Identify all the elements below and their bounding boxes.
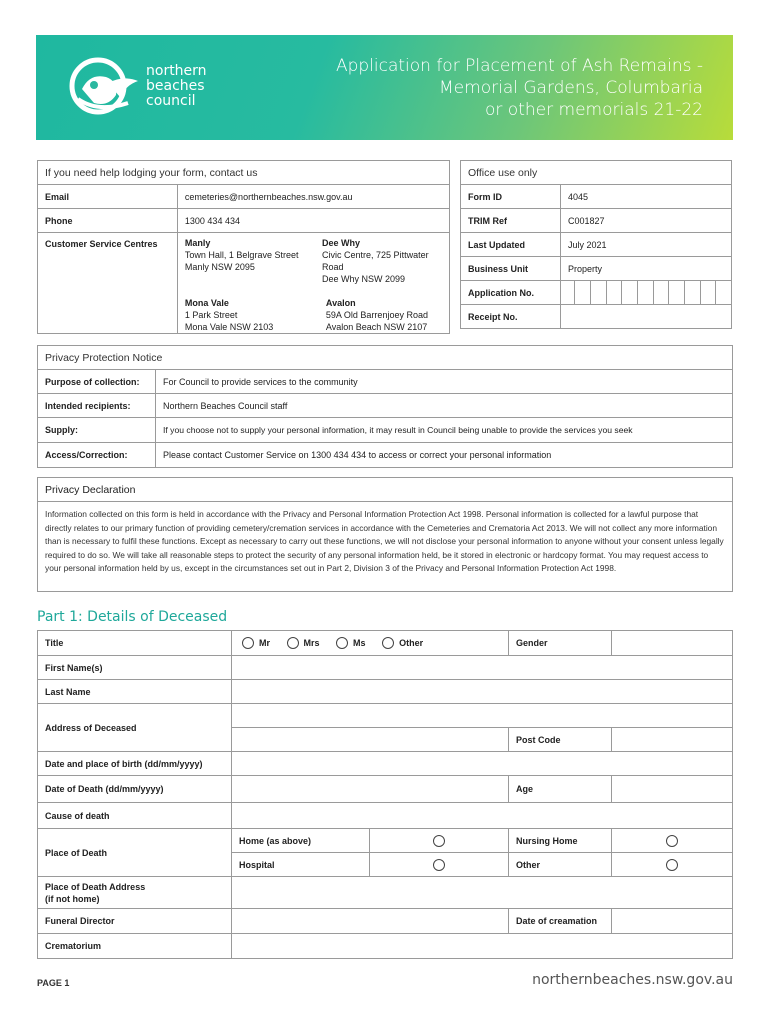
part1-title: Part 1: Details of Deceased xyxy=(37,609,228,625)
funeral-director-field[interactable] xyxy=(232,909,509,934)
access-value: Please contact Customer Service on 1300 434 434 to access or correct your personal information xyxy=(156,443,733,468)
last-name-label: Last Name xyxy=(38,680,232,704)
phone-label: Phone xyxy=(38,209,178,233)
crematorium-label: Crematorium xyxy=(38,934,232,959)
cause-field[interactable] xyxy=(232,803,733,829)
application-no-boxes[interactable] xyxy=(561,281,732,305)
form-id-label: Form ID xyxy=(461,185,561,209)
privacy-notice-table xyxy=(37,345,733,468)
age-field[interactable] xyxy=(612,776,733,803)
gender-label: Gender xyxy=(509,631,612,656)
address-label: Address of Deceased xyxy=(38,704,232,752)
centre-dee-why: Dee Why Civic Centre, 725 Pittwater Road Dee Why NSW 2099 xyxy=(322,238,429,284)
address-field-line1[interactable] xyxy=(232,704,733,728)
dob-label: Date and place of birth (dd/mm/yyyy) xyxy=(38,752,232,776)
place-other-radio[interactable] xyxy=(612,853,733,877)
email-label: Email xyxy=(38,185,178,209)
header-banner xyxy=(36,35,733,140)
postcode-field[interactable] xyxy=(612,728,733,752)
title-option-mrs[interactable]: Mrs xyxy=(287,637,320,649)
place-hospital-label: Hospital xyxy=(232,853,370,877)
title-option-mr[interactable]: Mr xyxy=(242,637,270,649)
postcode-label: Post Code xyxy=(509,728,612,752)
trim-ref-label: TRIM Ref xyxy=(461,209,561,233)
place-hospital-radio[interactable] xyxy=(370,853,509,877)
trim-ref-value: C001827 xyxy=(561,209,732,233)
cremation-date-field[interactable] xyxy=(612,909,733,934)
dod-label: Date of Death (dd/mm/yyyy) xyxy=(38,776,232,803)
declaration-text: Information collected on this form is held in accordance with the Privacy and Personal Information Protection Act 1998. Personal information is collected for a lawful purpose that directly relates to our primary function of providing cemetery/cremation services in accordance with the Cemeteries and Crematoria Act 2013. We will not collect any more information than is necessary to fulfil these functions. Except as necessary to carry out these functions, we will not disclose your personal information to anyone without your consent unless legally required to do so. We will take all reasonable steps to protect the security of any personal information held, be it stored in electronic or hardcopy format. You may request access to your personal information held by us, except in the circumstances set out in Part 2, Division 3 of the Privacy and Personal Information Protection Act 1998. xyxy=(45,509,724,574)
deceased-details-table xyxy=(37,630,733,959)
centre-avalon: Avalon 59A Old Barrenjoey Road Avalon Beach NSW 2107 xyxy=(325,298,428,332)
council-logo-icon xyxy=(68,55,140,117)
phone-value: 1300 434 434 xyxy=(177,209,449,233)
last-name-field[interactable] xyxy=(232,680,733,704)
age-label: Age xyxy=(509,776,612,803)
office-heading: Office use only xyxy=(461,161,732,185)
place-address-field[interactable] xyxy=(232,877,733,909)
place-nursing-label: Nursing Home xyxy=(509,829,612,853)
office-use-table xyxy=(460,160,732,329)
place-address-label: Place of Death Address (if not home) xyxy=(38,877,232,909)
first-names-field[interactable] xyxy=(232,656,733,680)
page-number: PAGE 1 xyxy=(37,978,70,988)
title-option-other[interactable]: Other xyxy=(382,637,423,649)
logo-wordmark: northern beaches council xyxy=(146,63,207,109)
supply-value: If you choose not to supply your personal information, it may result in Council being unable to provide the services you seek xyxy=(156,418,733,443)
centres-label: Customer Service Centres xyxy=(38,233,178,334)
last-updated-value: July 2021 xyxy=(561,233,732,257)
cremation-date-label: Date of creamation xyxy=(509,909,612,934)
application-no-label: Application No. xyxy=(461,281,561,305)
supply-label: Supply: xyxy=(38,418,156,443)
access-label: Access/Correction: xyxy=(38,443,156,468)
privacy-declaration xyxy=(37,477,733,592)
gender-field[interactable] xyxy=(612,631,733,656)
cause-label: Cause of death xyxy=(38,803,232,829)
business-unit-label: Business Unit xyxy=(461,257,561,281)
place-other-label: Other xyxy=(509,853,612,877)
last-updated-label: Last Updated xyxy=(461,233,561,257)
dob-field[interactable] xyxy=(232,752,733,776)
place-of-death-label: Place of Death xyxy=(38,829,232,877)
title-label: Title xyxy=(38,631,232,656)
title-option-ms[interactable]: Ms xyxy=(336,637,366,649)
footer-url[interactable]: northernbeaches.nsw.gov.au xyxy=(532,972,733,988)
contact-table xyxy=(37,160,450,334)
contact-heading: If you need help lodging your form, contact us xyxy=(38,161,450,185)
receipt-no-field[interactable] xyxy=(561,305,732,329)
centre-mona-vale: Mona Vale 1 Park Street Mona Vale NSW 2103 xyxy=(184,298,274,332)
receipt-no-label: Receipt No. xyxy=(461,305,561,329)
business-unit-value: Property xyxy=(561,257,732,281)
privacy-heading: Privacy Protection Notice xyxy=(38,346,733,370)
first-names-label: First Name(s) xyxy=(38,656,232,680)
purpose-value: For Council to provide services to the community xyxy=(156,370,733,394)
centre-manly: Manly Town Hall, 1 Belgrave Street Manly NSW 2095 xyxy=(184,238,299,272)
form-id-value: 4045 xyxy=(561,185,732,209)
recipients-value: Northern Beaches Council staff xyxy=(156,394,733,418)
place-home-radio[interactable] xyxy=(370,829,509,853)
purpose-label: Purpose of collection: xyxy=(38,370,156,394)
email-value[interactable]: cemeteries@northernbeaches.nsw.gov.au xyxy=(177,185,449,209)
funeral-director-label: Funeral Director xyxy=(38,909,232,934)
declaration-heading: Privacy Declaration xyxy=(38,478,732,502)
dod-field[interactable] xyxy=(232,776,509,803)
crematorium-field[interactable] xyxy=(232,934,733,959)
address-field-line2[interactable] xyxy=(232,728,509,752)
place-nursing-radio[interactable] xyxy=(612,829,733,853)
page-title: Application for Placement of Ash Remains - Memorial Gardens, Columbaria or other memorials 21-22 xyxy=(335,56,703,120)
place-home-label: Home (as above) xyxy=(232,829,370,853)
recipients-label: Intended recipients: xyxy=(38,394,156,418)
